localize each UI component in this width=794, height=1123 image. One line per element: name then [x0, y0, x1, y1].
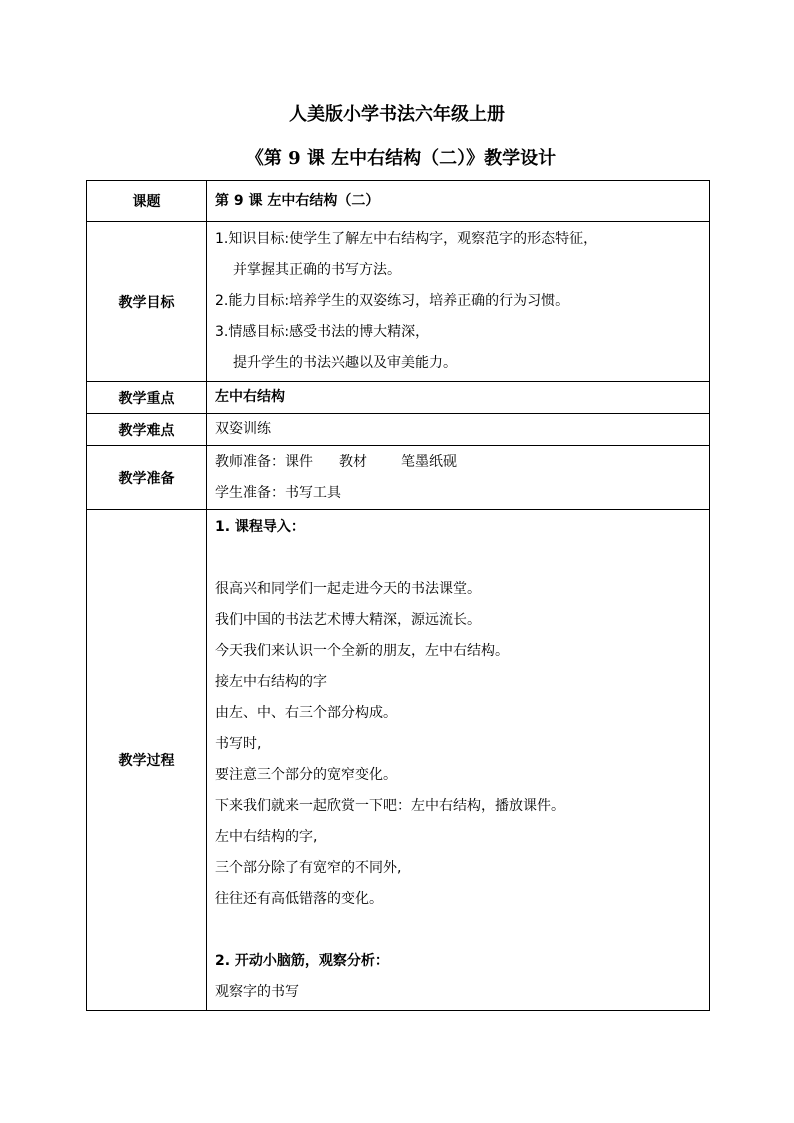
process-line: 往往还有高低错落的变化。: [215, 891, 383, 907]
label-preparation: 教学准备: [87, 446, 207, 510]
table-row-key-points: [87, 382, 710, 414]
label-process: 教学过程: [87, 510, 207, 1011]
process-line: 很高兴和同学们一起走进今天的书法课堂。: [215, 581, 481, 597]
process-section1-title: 1. 课程导入：: [215, 519, 305, 535]
process-line: 三个部分除了有宽窄的不同外,: [215, 860, 402, 876]
teacher-preparation: [215, 447, 703, 478]
process-line: 今天我们来认识一个全新的朋友，左中右结构。: [215, 643, 509, 659]
process-line: 我们中国的书法艺术博大精深，源远流长。: [215, 612, 481, 628]
lesson-plan-table: [86, 180, 710, 1011]
page-title: 人美版小学书法六年级上册: [289, 104, 505, 125]
objective-line: 并掌握其正确的书写方法。: [233, 262, 401, 278]
spacer: [215, 543, 703, 574]
process-line: 要注意三个部分的宽窄变化。: [215, 767, 397, 783]
process-line: 接左中右结构的字: [215, 674, 327, 690]
value-difficulties: [207, 414, 710, 446]
process-line: 观察字的书写: [215, 984, 299, 1000]
value-objectives: [207, 222, 710, 382]
table-row-preparation: [87, 446, 710, 510]
process-line: 下来我们就来一起欣赏一下吧：左中右结构，播放课件。: [215, 798, 565, 814]
value-topic: [207, 181, 710, 222]
label-difficulties: 教学难点: [87, 414, 207, 446]
process-line: 书写时,: [215, 736, 262, 752]
process-line: 由左、中、右三个部分构成。: [215, 705, 397, 721]
teacher-prep-item2: 教材: [339, 453, 367, 470]
objective-line: 3.情感目标:感受书法的博大精深，: [215, 324, 430, 340]
teacher-prep-item1: 教师准备：课件: [215, 453, 313, 470]
table-row-process: [87, 510, 710, 1011]
topic-text: 第 9 课 左中右结构（二）: [215, 192, 380, 209]
table-row-difficulties: [87, 414, 710, 446]
student-preparation: 学生准备：书写工具: [215, 484, 341, 501]
value-preparation: [207, 446, 710, 510]
spacer: [215, 915, 703, 946]
process-line: 左中右结构的字,: [215, 829, 318, 845]
process-section2-title: 2. 开动小脑筋，观察分析：: [215, 953, 389, 969]
label-topic: 课题: [87, 181, 207, 222]
label-key-points: 教学重点: [87, 382, 207, 414]
teacher-prep-item3: 笔墨纸砚: [401, 453, 457, 470]
objective-line: 提升学生的书法兴趣以及审美能力。: [233, 355, 457, 371]
table-row-objectives: [87, 222, 710, 382]
value-process: [207, 510, 710, 1011]
value-key-points: [207, 382, 710, 414]
objective-line: 2.能力目标:培养学生的双姿练习，培养正确的行为习惯。: [215, 293, 570, 309]
key-points-text: 左中右结构: [215, 389, 285, 405]
objective-line: 1.知识目标:使学生了解左中右结构字，观察范字的形态特征，: [215, 231, 598, 247]
page-subtitle: 《第 9 课 左中右结构（二）》教学设计: [245, 148, 557, 169]
label-objectives: 教学目标: [87, 222, 207, 382]
table-row-topic: [87, 181, 710, 222]
difficulties-text: 双姿训练: [215, 421, 271, 437]
